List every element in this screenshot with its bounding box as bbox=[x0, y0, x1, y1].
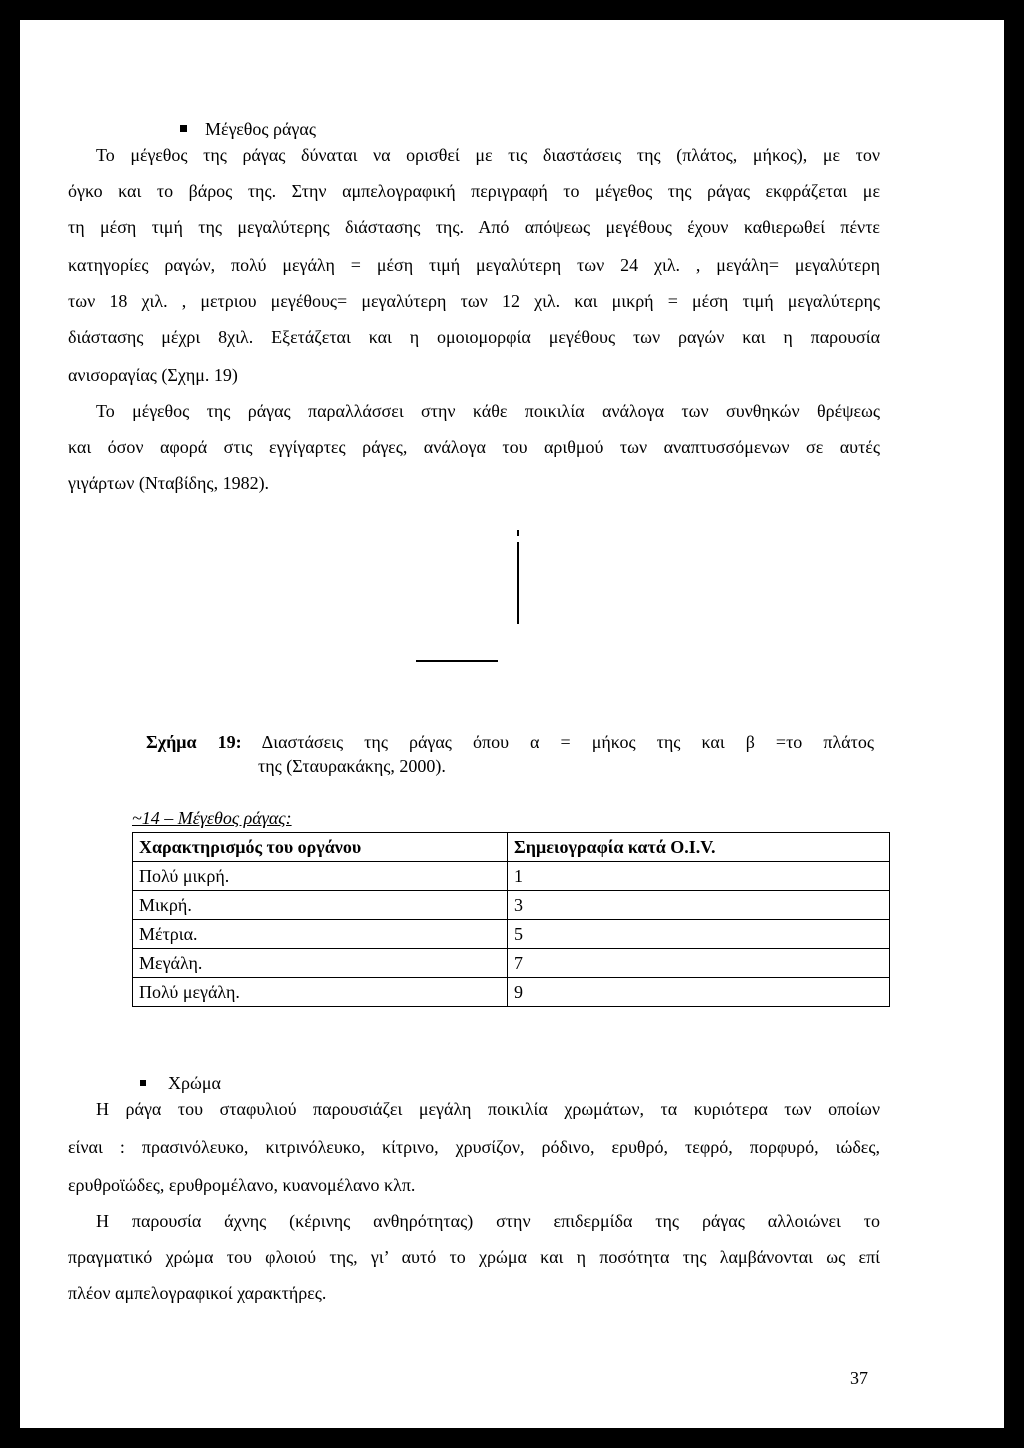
figure-horizontal-line bbox=[416, 660, 498, 662]
table-cell: 5 bbox=[508, 920, 890, 949]
figure-caption bbox=[146, 730, 874, 778]
figure-vertical-line bbox=[517, 542, 519, 624]
figure-caption-line bbox=[146, 730, 874, 754]
bullet-icon bbox=[140, 1080, 146, 1086]
paragraph-line: Το μέγεθος της ράγας παραλλάσσει στην κάθε ποικιλία ανάλογα των συνθηκών θρέψεως bbox=[96, 401, 880, 421]
figure-caption-text: Διαστάσεις της ράγας όπου α = μήκος της και β =το πλάτος bbox=[261, 732, 874, 752]
paragraph-line: Η ράγα του σταφυλιού παρουσιάζει μεγάλη ποικιλία χρωμάτων, τα κυριότερα των οποίων bbox=[96, 1099, 880, 1119]
paragraph-line: Το μέγεθος της ράγας δύναται να ορισθεί με τις διαστάσεις της (πλάτος, μήκος), με τον bbox=[96, 145, 880, 165]
table-row bbox=[133, 949, 890, 978]
table-row bbox=[133, 891, 890, 920]
paragraph-line: των 18 χιλ. , μετριου μεγέθους= μεγαλύτερη των 12 χιλ. και μικρή = μέση τιμή μεγαλύτερης bbox=[68, 291, 880, 311]
table-row bbox=[133, 920, 890, 949]
paragraph-line: γιγάρτων (Νταβίδης, 1982). bbox=[68, 473, 270, 493]
paragraph-line: κατηγορίες ραγών, πολύ μεγάλη = μέση τιμή μεγαλύτερη των 24 χιλ. , μεγάλη= μεγαλύτερη bbox=[68, 255, 880, 275]
table-cell: Μεγάλη. bbox=[133, 949, 508, 978]
figure-caption-label: Σχήμα 19: bbox=[146, 732, 242, 752]
paragraph-line: Η παρουσία άχνης (κέρινης ανθηρότητας) στην επιδερμίδα της ράγας αλλοιώνει το bbox=[96, 1211, 880, 1231]
paragraph-line: και όσον αφορά στις εγγίγαρτες ράγες, ανάλογα του αριθμού των αναπτυσσόμενων σε αυτές bbox=[68, 437, 880, 457]
paragraph-line: ερυθροϊώδες, ερυθρομέλανο, κυανομέλανο κλπ. bbox=[68, 1175, 416, 1195]
table-cell: Μικρή. bbox=[133, 891, 508, 920]
paragraph-line: πλέον αμπελογραφικοί χαρακτήρες. bbox=[68, 1283, 327, 1303]
page-number: 37 bbox=[850, 1368, 868, 1388]
table-cell: 1 bbox=[508, 862, 890, 891]
figure-caption-line-2: της (Σταυρακάκης, 2000). bbox=[258, 756, 446, 776]
document-page bbox=[20, 20, 1004, 1428]
table-header-row bbox=[133, 833, 890, 862]
table-row bbox=[133, 862, 890, 891]
table-cell: 7 bbox=[508, 949, 890, 978]
table-header-cell: Χαρακτηρισμός του οργάνου bbox=[133, 833, 508, 862]
paragraph-line: όγκο και το βάρος της. Στην αμπελογραφική περιγραφή το μέγεθος της ράγας εκφράζεται με bbox=[68, 181, 880, 201]
table-header-cell: Σημειογραφία κατά O.I.V. bbox=[508, 833, 890, 862]
table-cell: Πολύ μεγάλη. bbox=[133, 978, 508, 1007]
paragraph-line: διάστασης μέχρι 8χιλ. Εξετάζεται και η ομοιομορφία μεγέθους των ραγών και η παρουσία bbox=[68, 327, 880, 347]
berry-size-table bbox=[132, 832, 890, 1007]
table-row bbox=[133, 978, 890, 1007]
bullet-icon bbox=[180, 125, 187, 132]
table-cell: 3 bbox=[508, 891, 890, 920]
section-heading-color: Χρώμα bbox=[140, 1072, 221, 1094]
table-title: ~14 – Μέγεθος ράγας: bbox=[132, 808, 292, 828]
section-heading-berry-size: Μέγεθος ράγας bbox=[180, 118, 316, 140]
table-cell: 9 bbox=[508, 978, 890, 1007]
paragraph-line: πραγματικό χρώμα του φλοιού της, γι’ αυτό το χρώμα και η ποσότητα της λαμβάνονται ως επί bbox=[68, 1247, 880, 1267]
paragraph-line: τη μέση τιμή της μεγαλύτερης διάστασης της. Από απόψεως μεγέθους έχουν καθιερωθεί πέντε bbox=[68, 217, 880, 237]
paragraph-line: είναι : πρασινόλευκο, κιτρινόλευκο, κίτρινο, χρυσίζον, ρόδινο, ερυθρό, τεφρό, πορφυρό, ιώδες, bbox=[68, 1137, 880, 1157]
figure-vertical-line-mark bbox=[517, 530, 519, 536]
paragraph-line: ανισοραγίας (Σχημ. 19) bbox=[68, 365, 238, 385]
table-cell: Πολύ μικρή. bbox=[133, 862, 508, 891]
table-cell: Μέτρια. bbox=[133, 920, 508, 949]
